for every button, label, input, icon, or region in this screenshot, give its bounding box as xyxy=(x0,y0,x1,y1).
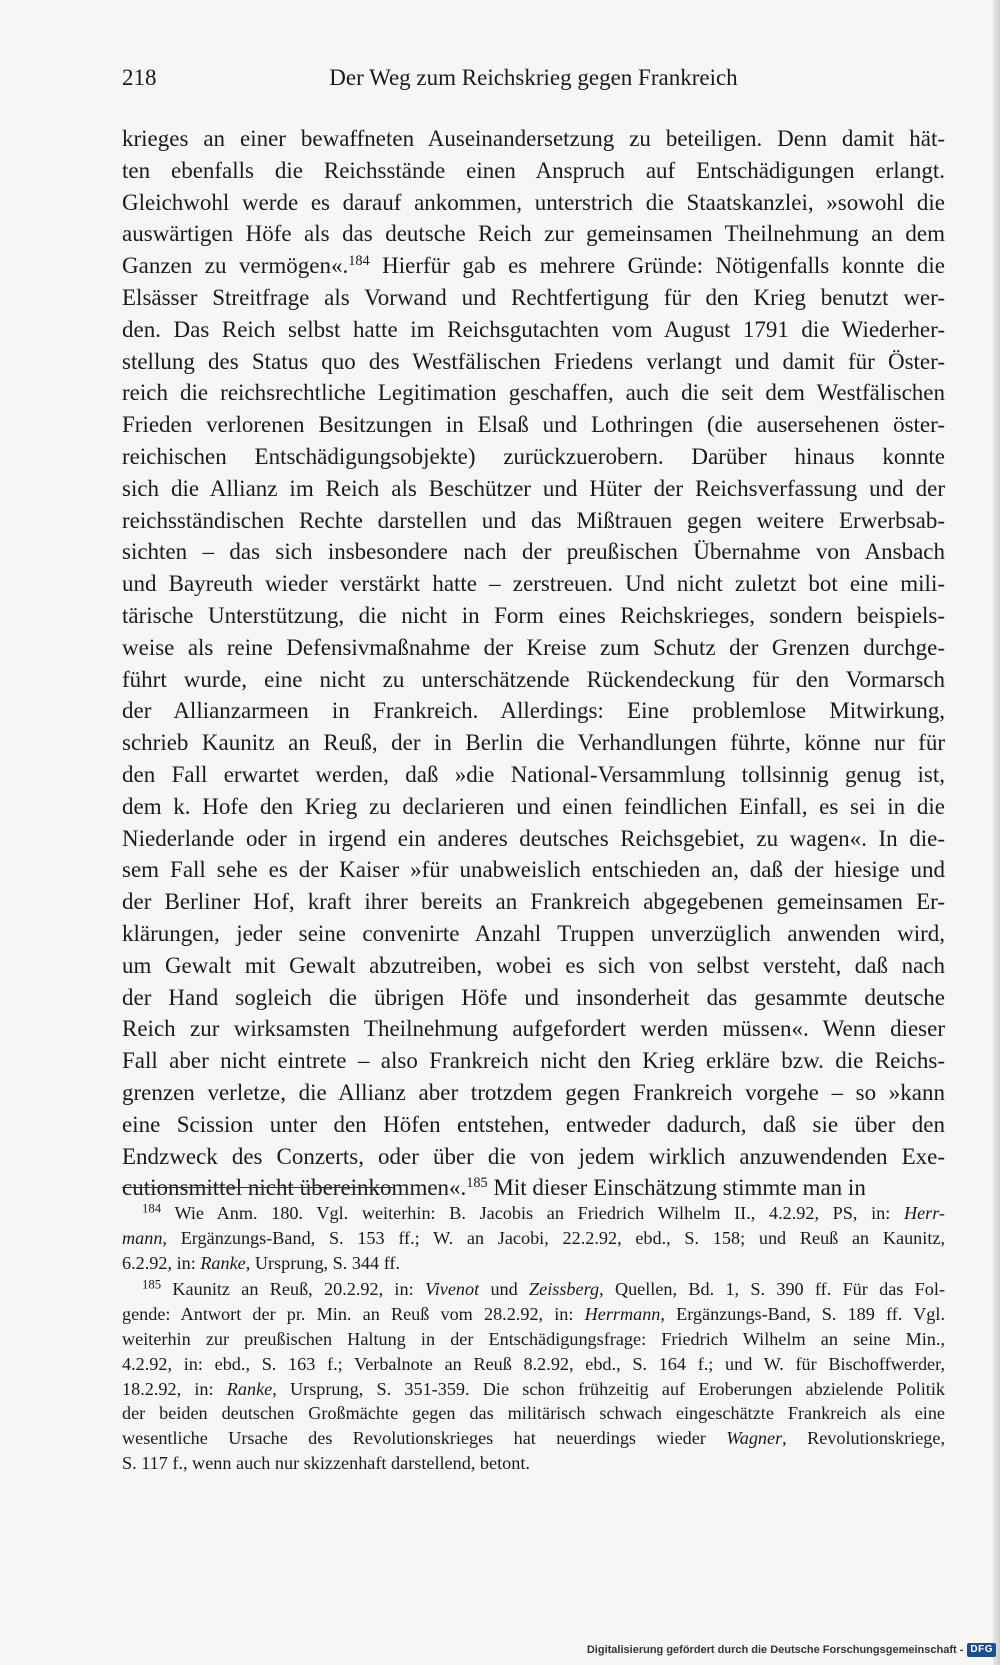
body-line: tärische Unterstützung, die nicht in Form eines Reichskrieges, sondern beispiels- xyxy=(122,602,945,628)
footnote-line: der beiden deutschen Großmächte gegen das militärisch schwach eingeschätzte Frankreich als eine xyxy=(122,1403,945,1424)
body-line: sich die Allianz im Reich als Beschützer und Hüter der Reichsverfassung und der xyxy=(122,475,945,501)
body-line: der Hand sogleich die übrigen Höfe und insonderheit das gesammte deutsche xyxy=(122,984,945,1010)
footnote-number: 185 xyxy=(142,1278,162,1293)
body-line: ten ebenfalls die Reichsstände einen Anspruch auf Entschädigungen erlangt. xyxy=(122,157,945,183)
body-line: Elsässer Streitfrage als Vorwand und Rechtfertigung für den Krieg benutzt wer- xyxy=(122,284,945,310)
body-line: krieges an einer bewaffneten Auseinandersetzung zu beteiligen. Denn damit hät- xyxy=(122,126,945,151)
footnote-line: $^{185}$ Kaunitz an Reuß, 20.2.92, in: Vivenot und Zeissberg, Quellen, Bd. 1, S. 390 ff. Für das Fol- xyxy=(142,1278,946,1300)
body-line: grenzen verletze, die Allianz aber trotzdem gegen Frankreich vorgehe – so »kann xyxy=(122,1079,945,1105)
footnotes xyxy=(122,1201,945,1476)
funding-text: Digitalisierung gefördert durch die Deutsche Forschungsgemeinschaft - xyxy=(586,1644,964,1656)
body-line: den. Das Reich selbst hatte im Reichsgutachten vom August 1791 die Wiederher- xyxy=(122,316,945,342)
body-line: führt wurde, eine nicht zu unterschätzende Rückendeckung für den Vormarsch xyxy=(122,666,945,692)
page-header xyxy=(122,58,945,98)
body-line: auswärtigen Höfe als das deutsche Reich zur gemeinsamen Theilnehmung an dem xyxy=(122,221,945,247)
body-line: um Gewalt mit Gewalt abzutreiben, wobei es sich von selbst versteht, daß nach xyxy=(122,952,945,978)
footnote-line: weiterhin zur preußischen Haltung in der Entschädigungsfrage: Friedrich Wilhelm an seine Min., xyxy=(122,1328,945,1349)
body-line: dem k. Hofe den Krieg zu declarieren und einen feindlichen Einfall, es sei in die xyxy=(122,793,945,819)
funding-note xyxy=(587,1640,996,1660)
footnote xyxy=(122,1201,945,1275)
page-number: 218 xyxy=(122,65,157,90)
body-line: Gleichwohl werde es darauf ankommen, unterstrich die Staatskanzlei, »sowohl die xyxy=(122,189,945,215)
body-line: reichsständischen Rechte darstellen und das Mißtrauen gegen weitere Erwerbsab- xyxy=(122,507,945,533)
body-line: reich die reichsrechtliche Legitimation geschaffen, auch die seit dem Westfälischen xyxy=(122,380,945,406)
body-line: reichischen Entschädigungsobjekte) zurückzuerobern. Darüber hinaus konnte xyxy=(122,443,945,469)
body-line: der Berliner Hof, kraft ihrer bereits an Frankreich abgegebenen gemeinsamen Er- xyxy=(122,889,945,915)
body-line: klärungen, jeder seine convenirte Anzahl Truppen unverzüglich anwenden wird, xyxy=(122,920,945,946)
footnote-line: 4.2.92, in: ebd., S. 163 f.; Verbalnote an Reuß 8.2.92, ebd., S. 164 f.; und W. für Bischoffwerder, xyxy=(122,1353,945,1374)
footnote-line: 6.2.92, in: Ranke, Ursprung, S. 344 ff. xyxy=(122,1252,401,1273)
body-line: eine Scission unter den Höfen entstehen, entweder dadurch, daß sie über den xyxy=(122,1111,945,1137)
footnote-reference: 184 xyxy=(348,253,370,270)
body-line: der Allianzarmeen in Frankreich. Allerdings: Eine problemlose Mitwirkung, xyxy=(122,698,945,724)
footnote-line: 18.2.92, in: Ranke, Ursprung, S. 351-359. Die schon frühzeitig auf Eroberungen abzielende Politik xyxy=(122,1378,945,1399)
body-line: stellung des Status quo des Westfälischen Friedens verlangt und damit für Öster- xyxy=(122,348,945,374)
body-line: sichten – das sich insbesondere nach der preußischen Übernahme von Ansbach xyxy=(122,539,945,565)
running-title: Der Weg zum Reichskrieg gegen Frankreich xyxy=(329,65,738,90)
body-line: Ganzen zu vermögen«.$^{184}$ Hierfür gab es mehrere Gründe: Nötigenfalls konnte die xyxy=(122,253,945,279)
body-line: cutionsmittel nicht übereinkommen«.$^{185}$ Mit dieser Einschätzung stimmte man in xyxy=(122,1175,866,1201)
body-line: Niederlande oder in irgend ein anderes deutsches Reichsgebiet, zu wagen«. In die- xyxy=(122,825,945,851)
footnote-line: S. 117 f., wenn auch nur skizzenhaft darstellend, betont. xyxy=(122,1452,530,1473)
body-line: Reich zur wirksamsten Theilnehmung aufgefordert werden müssen«. Wenn dieser xyxy=(122,1016,945,1042)
scan-edge xyxy=(993,0,1000,1665)
body-line: sem Fall sehe es der Kaiser »für unabweislich entschieden an, daß der hiesige und xyxy=(122,857,945,883)
footnote-rule xyxy=(122,1187,394,1188)
body-line: Fall aber nicht eintrete – also Frankreich nicht den Krieg erkläre bzw. die Reichs- xyxy=(122,1048,945,1074)
body-line: Frieden verlorenen Besitzungen in Elsaß und Lothringen (die ausersehenen öster- xyxy=(122,412,945,438)
main-text xyxy=(122,123,945,1204)
footnote-number: 184 xyxy=(142,1201,162,1216)
body-line: und Bayreuth wieder verstärkt hatte – zerstreuen. Und nicht zuletzt bot eine mili- xyxy=(122,571,945,597)
footnote-line: $^{184}$ Wie Anm. 180. Vgl. weiterhin: B. Jacobis an Friedrich Wilhelm II., 4.2.92, PS, in: Herr- xyxy=(142,1201,945,1223)
body-line: Endzweck des Conzerts, oder über die von jedem wirklich anzuwendenden Exe- xyxy=(122,1143,945,1169)
footnote-line: gende: Antwort der pr. Min. an Reuß vom 28.2.92, in: Herrmann, Ergänzungs-Band, S. 189 ff. Vgl. xyxy=(122,1304,945,1325)
body-line: schrieb Kaunitz an Reuß, der in Berlin die Verhandlungen führte, könne nur für xyxy=(122,730,945,756)
dfg-logo: DFG xyxy=(967,1643,996,1657)
footnote-reference: 185 xyxy=(466,1175,488,1192)
footnote xyxy=(122,1277,945,1475)
body-line: den Fall erwartet werden, daß »die National-Versammlung tollsinnig genug ist, xyxy=(122,761,945,787)
footnote-line: wesentliche Ursache des Revolutionskrieges hat neuerdings wieder Wagner, Revolutionskriege, xyxy=(122,1428,945,1449)
body-line: weise als reine Defensivmaßnahme der Kreise zum Schutz der Grenzen durchge- xyxy=(122,634,945,660)
footnote-line: mann, Ergänzungs-Band, S. 153 ff.; W. an Jacobi, 22.2.92, ebd., S. 158; und Reuß an Kaunitz, xyxy=(122,1227,945,1248)
